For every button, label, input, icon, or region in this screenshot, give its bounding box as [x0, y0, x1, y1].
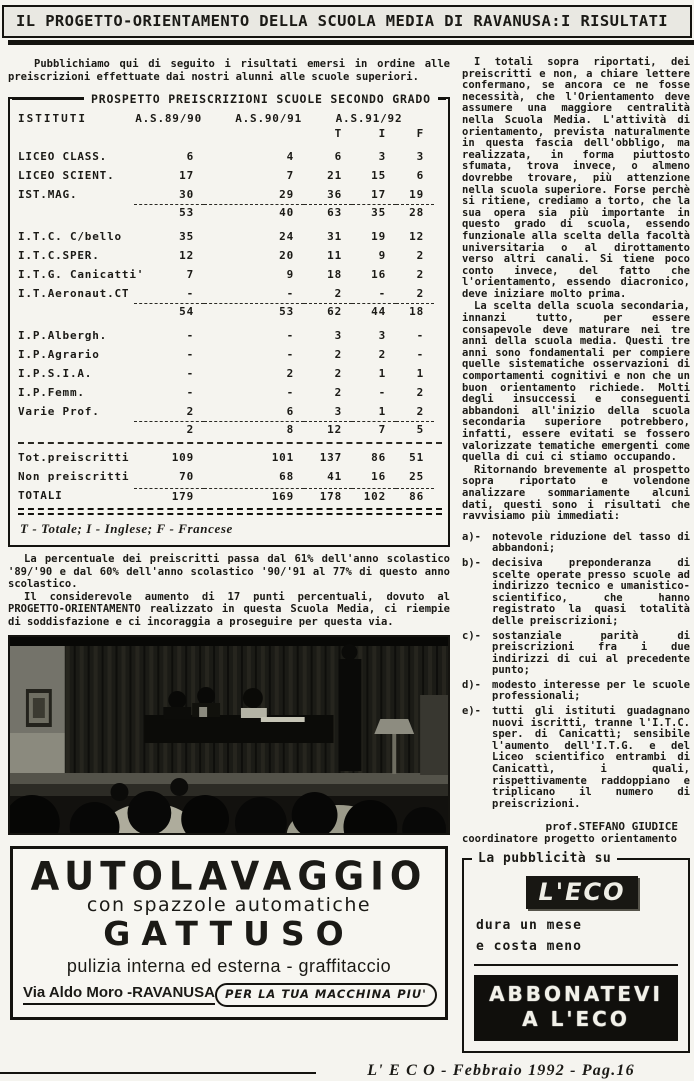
row-value: 3 [378, 150, 386, 163]
row-value: 169 [204, 488, 304, 505]
prospetto-table [8, 92, 450, 547]
row-value: 28 [396, 204, 434, 221]
table-legend: T - Totale; I - Inglese; F - Francese [20, 521, 233, 536]
row-value: 25 [409, 470, 424, 483]
row-value: 11 [327, 249, 342, 262]
table-row [18, 364, 444, 383]
row-value: 29 [279, 188, 294, 201]
table-row [18, 448, 444, 467]
eco-ad [462, 851, 690, 1053]
result-list-item [462, 532, 690, 555]
row-value: 8 [204, 421, 304, 438]
row-value: 63 [304, 204, 352, 221]
footer-text: L' E C O - Febbraio 1992 - Pag.16 [367, 1062, 635, 1080]
row-value: 54 [134, 303, 204, 320]
article-paragraph: Ritornando brevemente al prospetto sopra riportato e volendone analizzare sommariamente alcuni dati, questi sono i risultati che ravvisiamo più immediati: [462, 463, 690, 523]
row-value: 68 [279, 470, 294, 483]
row-value: 2 [186, 405, 194, 418]
row-label: I.T.C.SPER. [18, 249, 100, 262]
row-value: 109 [171, 451, 194, 464]
row-value: 1 [378, 405, 386, 418]
footer-rule [0, 1072, 316, 1074]
row-value: 137 [319, 451, 342, 464]
row-value: 3 [334, 405, 342, 418]
row-value: - [416, 329, 424, 342]
row-value: - [378, 287, 386, 300]
list-item-text: decisiva preponderanza di scelte operate presso scuole ad indirizzo tecnico e umanistico- scientifico, che hanno registrato la quasi totalità delle preiscrizioni; [492, 556, 690, 627]
row-value: 2 [416, 386, 424, 399]
row-value: 1 [378, 367, 386, 380]
row-value: 19 [371, 230, 386, 243]
percent-paragraph: La percentuale dei preiscritti passa dal 61% dell'anno scolastico '89/'90 e dal 60% dell'anno scolastico '90/'91 al 77% di questo anno scolastico. [8, 553, 450, 591]
row-value: 41 [327, 470, 342, 483]
list-item-label: b)- [462, 556, 481, 569]
autolavaggio-services: pulizia interna ed esterna - graffitaccio [66, 955, 392, 976]
autolavaggio-slogan-badge: PER LA TUA MACCHINA PIU' [215, 983, 437, 1007]
table-row [18, 326, 444, 345]
page-footer [0, 1061, 694, 1081]
eco-ad-label: La pubblicità su [472, 851, 617, 867]
signature-name: prof.STEFANO GIUDICE [545, 820, 678, 834]
table-subheader-row [18, 127, 444, 141]
abbonatevi-box [474, 975, 678, 1041]
row-value: 7 [286, 169, 294, 182]
row-value: 1 [416, 367, 424, 380]
row-value: 12 [179, 249, 194, 262]
row-value: 2 [134, 421, 204, 438]
newspaper-page [0, 5, 694, 1080]
table-header-row [18, 111, 444, 127]
table-separator [18, 442, 442, 446]
conference-photo [8, 635, 450, 835]
page-title [2, 5, 692, 38]
row-value: 16 [371, 470, 386, 483]
row-value: 53 [204, 303, 304, 320]
row-value: - [186, 367, 194, 380]
table-row [18, 383, 444, 402]
row-value: 9 [286, 268, 294, 281]
autolavaggio-address: Via Aldo Moro -RAVANUSA [23, 984, 215, 1005]
row-value: - [378, 386, 386, 399]
row-value: 2 [334, 367, 342, 380]
row-value: 30 [179, 188, 194, 201]
list-item-label: d)- [462, 678, 481, 691]
article-paragraph: La scelta della scuola secondaria, innanzi tutto, per essere consapevole deve maturare nei tre anni della scuola media. Questi tre anni sono fondamentali per compiere quelle sistematiche osservazioni di comportamenti cognitivi e non che un buon orientamento richiede. Molti degli insuccessi e conseguenti abbandoni all'inizio della scuola secondaria superiore potrebbero, infatti, essere evitati se fossero valorizzate tematiche emergenti come quella di cui ci stiamo occupando. [462, 300, 690, 464]
row-label: LICEO CLASS. [18, 150, 108, 163]
row-value: - [286, 348, 294, 361]
row-value: - [186, 287, 194, 300]
table-row [18, 345, 444, 364]
col-header-as9091: A.S.90/91 [235, 112, 302, 125]
row-label: I.P.S.I.A. [18, 367, 93, 380]
list-item-text: notevole riduzione del tasso di abbandoni; [492, 530, 690, 555]
table-row [18, 147, 444, 166]
row-value: 40 [204, 204, 304, 221]
eco-logo: L'ECO [526, 876, 637, 909]
article-paragraphs [462, 57, 690, 523]
row-value: 86 [371, 451, 386, 464]
eco-ad-line1: dura un mese [476, 918, 582, 934]
col-header-istituti: ISTITUTI [18, 112, 87, 125]
row-value: 6 [416, 169, 424, 182]
row-value: 3 [416, 150, 424, 163]
row-value: - [286, 329, 294, 342]
row-value: 2 [416, 249, 424, 262]
row-value: 35 [352, 204, 396, 221]
list-item-label: a)- [462, 530, 481, 543]
row-value: 6 [286, 405, 294, 418]
row-value: - [186, 386, 194, 399]
list-item-label: e)- [462, 705, 481, 718]
left-column [8, 45, 450, 1020]
table-row [18, 402, 444, 421]
row-value: 5 [396, 421, 434, 438]
row-value: 86 [396, 488, 434, 505]
table-title: PROSPETTO PREISCRIZIONI SCUOLE SECONDO GRADO [84, 92, 438, 106]
conference-photo-graphic [10, 637, 448, 833]
table-row [18, 166, 444, 185]
list-item-text: modesto interesse per le scuole professionali; [492, 678, 690, 703]
table-row [18, 204, 444, 221]
table-title-row [12, 92, 446, 106]
table-row [18, 227, 444, 246]
article-paragraph: I totali sopra riportati, dei preiscritti e non, a chiare lettere confermano, se ancora ce ne fosse necessità, che l'Orientamento deve assumere una maggiore centralità nella Scuola Media. L'attività di orientamento, prevista naturalmente in questa fascia dell'obbligo, ma realizzata, in forma piuttosto sfumata, trova invece, o almeno dovrebbe trovare, più attenzione nella scuola superiore. Forse perchè si ritiene, crediamo a torto, che la sua opera sia più importante in questo grado di scuola, essendo funzionale alla scelta della facoltà universitaria o al dirottamento verso altri canali. Si tiene poco conto invece, del fatto che l'orientamento, essendo diacronico, deve iniziare molto prima. [462, 56, 690, 300]
row-label: Non preiscritti [18, 470, 130, 483]
autolavaggio-brand: GATTUSO [103, 913, 355, 953]
table-row [18, 246, 444, 265]
row-value: 18 [396, 303, 434, 320]
col-header-f: F [416, 127, 424, 140]
row-value: - [186, 348, 194, 361]
signature-block [462, 820, 690, 846]
row-value: 2 [286, 367, 294, 380]
row-value: 101 [271, 451, 294, 464]
row-label: LICEO SCIENT. [18, 169, 115, 182]
row-value: - [286, 386, 294, 399]
page-title-text: IL PROGETTO-ORIENTAMENTO DELLA SCUOLA MEDIA DI RAVANUSA:I RISULTATI [16, 12, 669, 30]
row-value: - [286, 287, 294, 300]
row-label: I.P.Agrario [18, 348, 100, 361]
row-value: 20 [279, 249, 294, 262]
row-value: 31 [327, 230, 342, 243]
list-item-text: tutti gli istituti guadagnano nuovi iscritti, tranne l'I.T.C. sper. di Canicattì; sensibile l'aumento dell'I.T.G. e del Liceo scientifico entrambi di Canicattì, i quali, rispettivamente raddoppiano e triplicano il numero di preiscrizioni. [492, 705, 690, 810]
row-value: 2 [416, 405, 424, 418]
row-value: 2 [378, 348, 386, 361]
row-value: 2 [416, 268, 424, 281]
table-body [18, 147, 444, 515]
row-value: 9 [378, 249, 386, 262]
row-value: - [186, 329, 194, 342]
row-label: TOTALI [18, 489, 63, 502]
result-list-item [462, 558, 690, 628]
row-value: 6 [334, 150, 342, 163]
row-value: 36 [327, 188, 342, 201]
row-value: 19 [409, 188, 424, 201]
table-row [18, 421, 444, 438]
row-value: 4 [286, 150, 294, 163]
row-value: 179 [134, 488, 204, 505]
row-label: I.T.Aeronaut.CT [18, 287, 130, 300]
row-value: 70 [179, 470, 194, 483]
table-row [18, 185, 444, 204]
title-rule-right [438, 98, 446, 101]
list-item-label: c)- [462, 629, 481, 642]
row-value: 2 [416, 287, 424, 300]
table-row [18, 486, 444, 505]
signature-role: coordinatore progetto orientamento [462, 833, 677, 846]
right-column [462, 45, 690, 1053]
table-row [18, 284, 444, 303]
title-rule-left [12, 98, 84, 101]
autolavaggio-ad [10, 846, 448, 1020]
percent-paragraph: Il considerevole aumento di 17 punti percentuali, dovuto al PROGETTO-ORIENTAMENTO realizzato in questa Scuola Media, ci riempie di soddisfazione e ci incoraggia a proseguire per questa via. [8, 590, 450, 628]
row-value: 18 [327, 268, 342, 281]
row-value: 12 [304, 421, 352, 438]
row-value: 12 [409, 230, 424, 243]
table-row [18, 265, 444, 284]
row-label: IST.MAG. [18, 188, 78, 201]
row-label: Tot.preiscritti [18, 451, 130, 464]
row-value: 51 [409, 451, 424, 464]
result-list-item [462, 631, 690, 677]
row-value: 2 [334, 386, 342, 399]
result-list-item [462, 706, 690, 810]
row-value: 35 [179, 230, 194, 243]
content-columns [0, 45, 694, 1053]
row-value: 3 [334, 329, 342, 342]
row-value: 7 [352, 421, 396, 438]
row-value: 6 [186, 150, 194, 163]
eco-ad-divider [474, 964, 678, 966]
result-list-item [462, 680, 690, 703]
col-header-i: I [378, 127, 386, 140]
row-value: 2 [334, 287, 342, 300]
autolavaggio-title: AUTOLAVAGGIO [30, 853, 428, 899]
row-value: 102 [352, 488, 396, 505]
row-value: 15 [371, 169, 386, 182]
row-value: 24 [279, 230, 294, 243]
row-value: 21 [327, 169, 342, 182]
row-value: 16 [371, 268, 386, 281]
results-list [462, 532, 690, 811]
row-value: 3 [378, 329, 386, 342]
col-header-as8990: A.S.89/90 [135, 112, 202, 125]
abbonatevi-line1: ABBONATEVI [489, 982, 663, 1007]
row-value: 7 [186, 268, 194, 281]
list-item-text: sostanziale parità di preiscrizioni fra i due indirizzi di cui al precedente punto; [492, 629, 690, 677]
row-value: 17 [371, 188, 386, 201]
row-label: I.P.Femm. [18, 386, 85, 399]
col-header-t: T [334, 127, 342, 140]
col-header-as9192: A.S.91/92 [335, 112, 403, 125]
eco-ad-line2: e costa meno [476, 939, 582, 955]
row-value: 178 [304, 488, 352, 505]
table-row [18, 467, 444, 486]
abbonatevi-line2: A L'ECO [522, 1007, 630, 1032]
autolavaggio-subtitle: con spazzole automatiche [86, 893, 372, 916]
row-value: 17 [179, 169, 194, 182]
row-label: Varie Prof. [18, 405, 100, 418]
row-label: I.P.Albergh. [18, 329, 108, 342]
row-label: I.T.C. C/bello [18, 230, 122, 243]
row-value: 53 [134, 204, 204, 221]
row-value: 62 [304, 303, 352, 320]
row-value: - [416, 348, 424, 361]
row-value: 44 [352, 303, 396, 320]
row-value: 2 [334, 348, 342, 361]
autolavaggio-bottom-row [17, 983, 441, 1007]
intro-paragraph: Pubblichiamo qui di seguito i risultati emersi in ordine alle preiscrizioni effettuate dai nostri alunni alle scuole superiori. [8, 58, 450, 83]
row-label: I.T.G. Canicatti' [18, 268, 145, 281]
percent-paragraphs [8, 553, 450, 629]
table-separator [18, 508, 442, 515]
table-row [18, 303, 444, 320]
